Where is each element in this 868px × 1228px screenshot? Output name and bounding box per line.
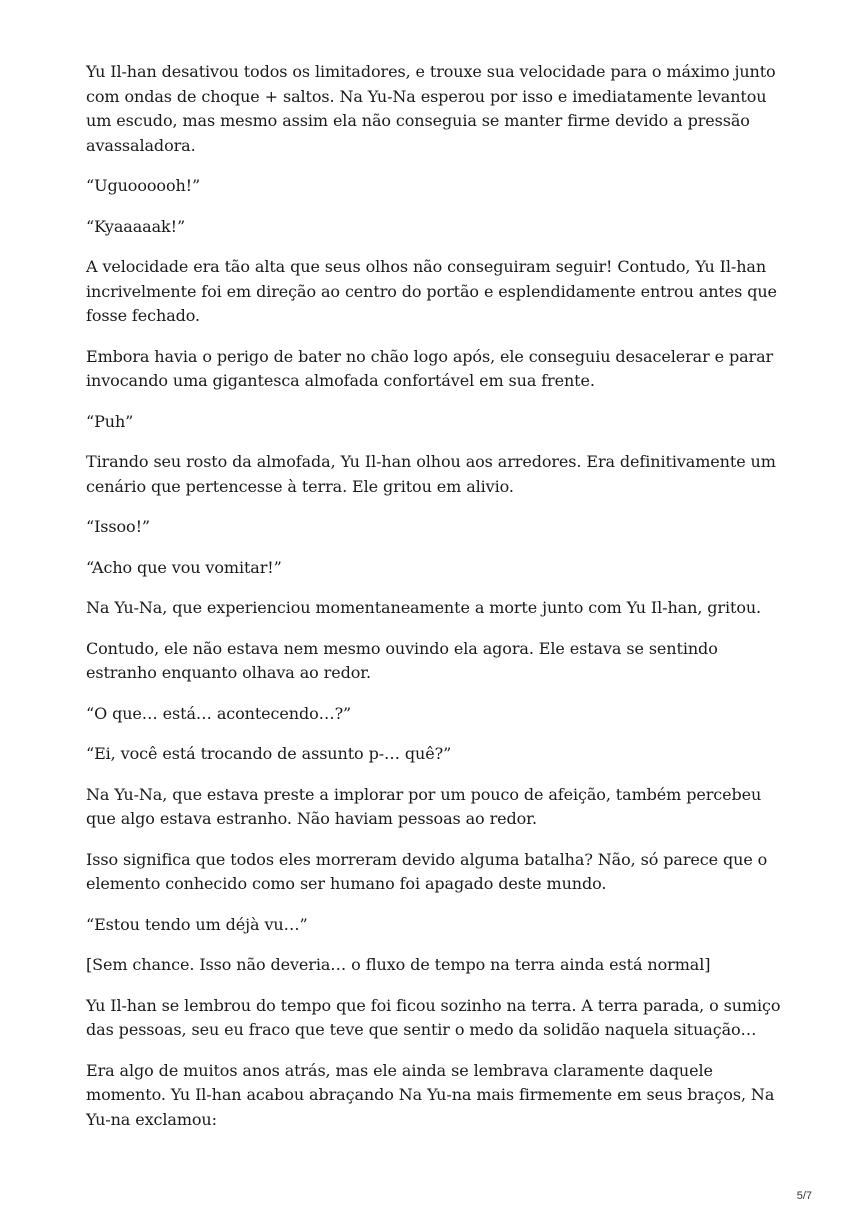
paragraph: [Sem chance. Isso não deveria… o fluxo de tempo na terra ainda está normal]	[86, 955, 711, 974]
paragraph: “Issoo!”	[86, 517, 150, 536]
paragraph: “Acho que vou vomitar!”	[86, 557, 282, 577]
paragraph: Na Yu-Na, que experienciou momentaneamente a morte junto com Yu Il-han, gritou.	[86, 598, 762, 617]
paragraph: Era algo de muitos anos atrás, mas ele ainda se lembrava claramente daquele momento. Yu Il-han acabou abraçando Na Yu-na mais firmemente em seus braços, Na Yu-na exclamou:	[86, 1060, 775, 1129]
paragraph: “Estou tendo um déjà vu…”	[86, 914, 308, 934]
paragraph: Isso significa que todos eles morreram devido alguma batalha? Não, só parece que o elemento conhecido como ser humano foi apagado deste mundo.	[86, 849, 768, 893]
paragraph: “Puh”	[86, 411, 134, 431]
paragraph: “O que… está… acontecendo…?”	[86, 703, 352, 723]
paragraph: Tirando seu rosto da almofada, Yu Il-han olhou aos arredores. Era definitivamente um cenário que pertencesse à terra. Ele gritou em alivio.	[86, 452, 776, 496]
paragraph: Na Yu-Na, que estava preste a implorar por um pouco de afeição, também percebeu que algo estava estranho. Não haviam pessoas ao redor.	[86, 784, 762, 828]
paragraph: Yu Il-han se lembrou do tempo que foi ficou sozinho na terra. A terra parada, o sumiço das pessoas, seu eu fraco que teve que sentir o medo da solidão naquela situação…	[86, 995, 781, 1039]
paragraph: Contudo, ele não estava nem mesmo ouvindo ela agora. Ele estava se sentindo estranho enquanto olhava ao redor.	[86, 638, 718, 682]
page-number: 5/7	[796, 1190, 812, 1202]
paragraph: “Ei, você está trocando de assunto p-… quê?”	[86, 744, 452, 763]
paragraph: A velocidade era tão alta que seus olhos não conseguiram seguir! Contudo, Yu Il-han incrivelmente foi em direção ao centro do portão e esplendidamente entrou antes que fosse fechado.	[86, 257, 777, 325]
paragraph: “Uguoooooh!”	[86, 176, 201, 195]
paragraph: Yu Il-han desativou todos os limitadores, e trouxe sua velocidade para o máximo junto com ondas de choque + saltos. Na Yu-Na esperou por isso e imediatamente levantou um escudo, mas mesmo assim ela não conseguia se manter firme devido a pressão avassaladora.	[86, 62, 776, 155]
paragraph: “Kyaaaaak!”	[86, 216, 186, 236]
paragraph: Embora havia o perigo de bater no chão logo após, ele conseguiu desacelerar e parar invocando uma gigantesca almofada confortável em sua frente.	[86, 346, 774, 390]
page-body	[86, 60, 786, 1148]
